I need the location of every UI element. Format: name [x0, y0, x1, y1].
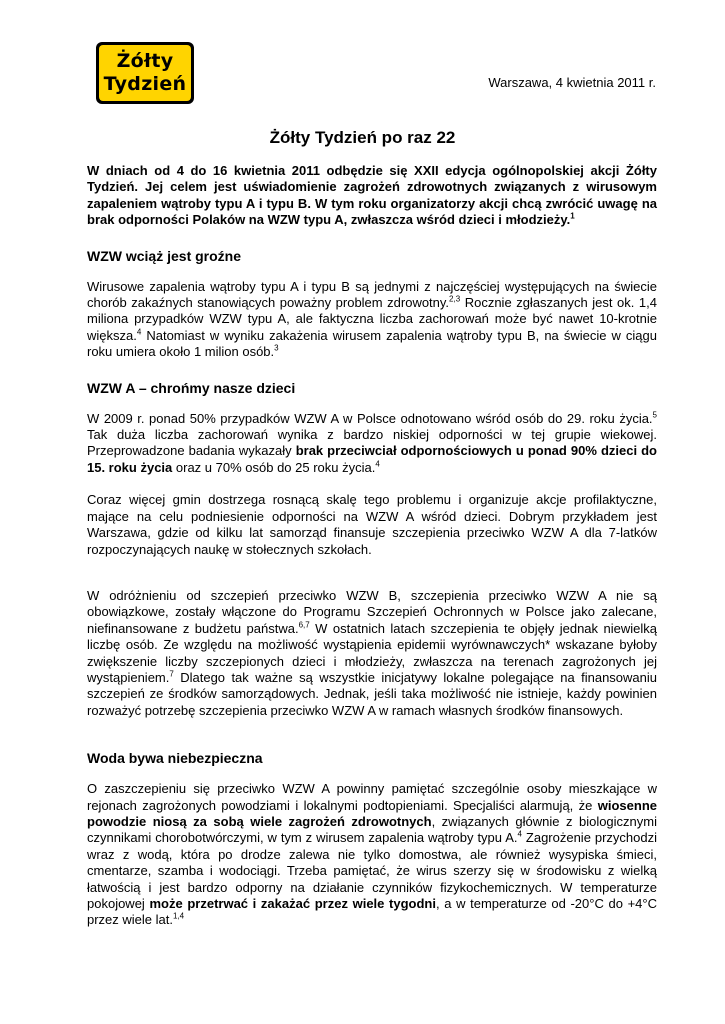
text-run: Zagrożenie przychodzi wraz z wodą, która po drodze zalewa nie tylko domostwa, ale również wysypiska śmieci, cmentarze, szamba i wodociągi. Trzeba pamiętać, że wirus szerzy się w środowisku z wielką łatwością i jest bardzo odporny na działanie czynników fizykochemicznych. W temperaturze pokojowej: [87, 830, 657, 911]
text-run: Dlatego tak ważne są wszystkie inicjatywy lokalne polegające na finansowaniu szczepień ze środków samorządowych. Jednak, jeśli taka możliwość nie istnieje, każdy powinien rozważyć potrzebę szczepienia przeciwko WZW A w ramach własnych środków finansowych.: [87, 669, 657, 718]
section-2-paragraph-1: [87, 411, 657, 477]
logo-badge: [99, 45, 191, 101]
footnote-ref: 4: [136, 327, 142, 337]
footnote-ref: 2,3: [449, 294, 461, 304]
text-run: W ostatnich latach szczepienia te objęły jednak niewielką liczbę osób. Ze względu na możliwość wystąpienia epidemii wyrównawczych* wskazane byłoby zwiększenie liczby szczepionych dzieci i młodzieży, zwłaszcza na terenach zagrożonych jej wystąpieniem.: [87, 620, 657, 685]
logo-line-1: Żółty: [116, 50, 174, 72]
section-2-paragraph-3: [87, 588, 657, 719]
text-run: W 2009 r. ponad 50% przypadków WZW A w Polsce odnotowano wśród osób do 29. roku życia.: [87, 410, 653, 426]
text-run: , związanych głównie z biologicznymi czynnikami chorobotwórczymi, w tym z wirusem zapalenia wątroby typu A.: [87, 813, 657, 846]
lead-text: W dniach od 4 do 16 kwietnia 2011 odbędzie się XXII edycja ogólnopolskiej akcji Żółty Tydzień. Jej celem jest uświadomienie zagrożeń zdrowotnych związanych z wirusowym zapaleniem wątroby typu A i typu B. W tym roku organizatorzy akcji chcą zwrócić uwagę na brak odporności Polaków na WZW typu A, zwłaszcza wśród dzieci i młodzieży.: [87, 163, 657, 228]
section-3-paragraph: [87, 781, 657, 929]
bold-text: może przetrwać i zakażać przez wiele tygodni: [149, 896, 436, 911]
footnote-ref: 3: [274, 343, 279, 353]
text-run: Wirusowe zapalenia wątroby typu A i typu B są jednymi z najczęściej występujących na świecie chorób zakaźnych stanowiących poważny problem zdrowotny.: [87, 278, 657, 311]
bold-text: wiosenne powodzie niosą za sobą wiele zagrożeń zdrowotnych: [87, 797, 657, 829]
bold-text: brak przeciwciał odpornościowych u ponad 90% dzieci do 15. roku życia: [87, 443, 657, 475]
footnote-ref: 4: [375, 459, 380, 469]
document-body: [87, 163, 657, 929]
document-title: Żółty Tydzień po raz 22: [269, 128, 456, 147]
section-2-paragraph-2: Coraz więcej gmin dostrzega rosnącą skalę tego problemu i organizuje akcje profilaktyczne, mające na celu podniesienie odporności na WZW A wśród dzieci. Dobrym przykładem jest Warszawa, gdzie od kilku lat samorząd finansuje szczepienia przeciwko WZW A dla 7-latków rozpoczynających naukę w stołecznych szkołach.: [87, 492, 657, 557]
section-1-paragraph: [87, 279, 657, 361]
text-run: W odróżnieniu od szczepień przeciwko WZW B, szczepienia przeciwko WZW A nie są obowiązkowe, zostały włączone do Programu Szczepień Ochronnych w Polsce jako zalecane, niefinansowane z budżetu państwa.: [87, 587, 657, 636]
text-run: Natomiast w wyniku zakażenia wirusem zapalenia wątroby typu B, na świecie w ciągu roku umiera około 1 milion osób.: [87, 327, 657, 360]
logo-line-2: Tydzień: [103, 73, 187, 95]
zolty-tydzien-logo: [96, 42, 194, 104]
footnote-ref: 1,4: [172, 912, 185, 922]
footnote-ref: 6,7: [298, 620, 310, 630]
document-date: Warszawa, 4 kwietnia 2011 r.: [488, 75, 656, 90]
footnote-ref: 4: [517, 830, 522, 840]
text-run: O zaszczepieniu się przeciwko WZW A powinny pamiętać szczególnie osoby mieszkające w rejonach zagrożonych powodziami i lokalnymi podtopieniami. Specjaliści alarmują, że: [87, 781, 657, 813]
footnote-ref: 1: [570, 211, 575, 221]
footnote-ref: 7: [169, 669, 174, 679]
section-heading-chronmy-dzieci: WZW A – chrońmy nasze dzieci: [87, 379, 296, 396]
text-run: Tak duża liczba zachorowań wynika z bardzo niskiej odporności w tej grupie wiekowej. Przeprowadzone badania wykazały: [87, 427, 657, 459]
text-run: , a w temperaturze od -20°C do +4°C przez wiele lat.: [87, 896, 657, 928]
lead-paragraph: [87, 163, 657, 229]
text-run: oraz u 70% osób do 25 roku życia.: [172, 459, 376, 475]
section-heading-woda: Woda bywa niebezpieczna: [87, 750, 263, 767]
footnote-ref: 5: [652, 410, 657, 420]
section-heading-wzw-grozne: WZW wciąż jest groźne: [87, 247, 242, 264]
text-run: Rocznie zgłaszanych jest ok. 1,4 miliona przypadków WZW typu A, ale faktyczna liczba zachorowań może być nawet 10-krotnie większa.: [87, 295, 657, 343]
